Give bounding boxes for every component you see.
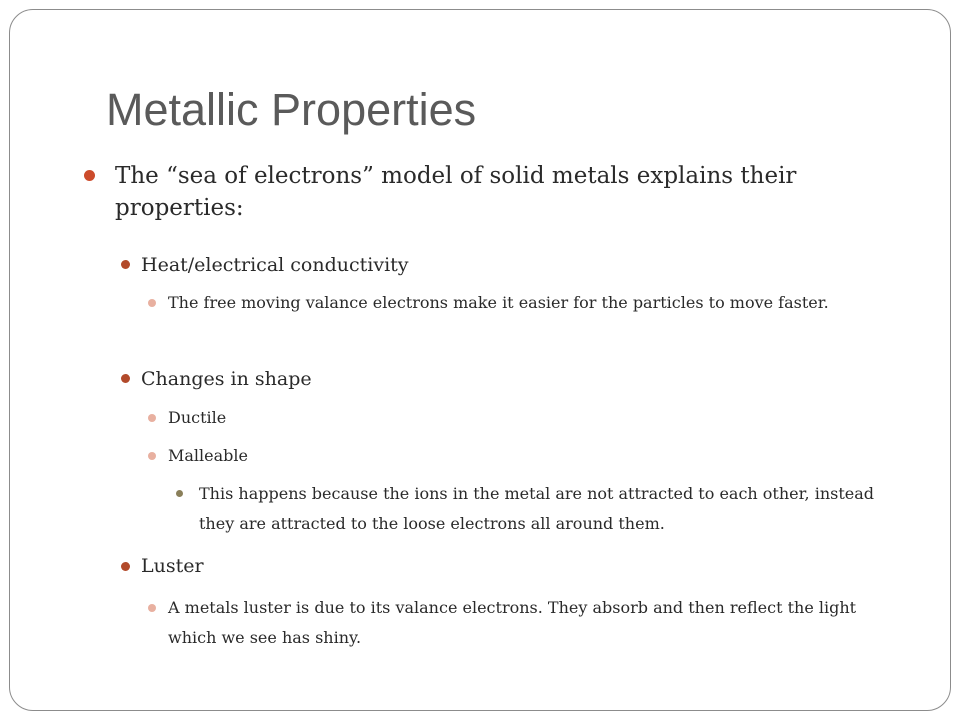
bullet-dot bbox=[84, 170, 95, 181]
bullet-dot bbox=[148, 299, 156, 307]
bullet-dot bbox=[148, 604, 156, 612]
bullet-text: A metals luster is due to its valance electrons. They absorb and then reflect the light which we see has shiny. bbox=[168, 598, 857, 647]
bullet-text: The “sea of electrons” model of solid metals explains their properties: bbox=[115, 163, 797, 221]
bullet-dot bbox=[148, 452, 156, 460]
bullet-dot bbox=[148, 414, 156, 422]
slide-title: Metallic Properties bbox=[106, 84, 477, 135]
bullet-dot bbox=[121, 562, 130, 571]
bullet-text: The free moving valance electrons make it easier for the particles to move faster. bbox=[168, 293, 829, 312]
bullet-text: Ductile bbox=[168, 408, 227, 427]
bullet-text: Heat/electrical conductivity bbox=[141, 254, 409, 276]
bullet-text: Luster bbox=[141, 555, 204, 577]
bullet-dot bbox=[176, 490, 183, 497]
bullet-text: Malleable bbox=[168, 446, 248, 465]
bullet-text: This happens because the ions in the metal are not attracted to each other, instead they are attracted to the loose electrons all around them. bbox=[199, 484, 875, 533]
bullet-dot bbox=[121, 374, 130, 383]
bullet-dot bbox=[121, 260, 130, 269]
bullet-text: Changes in shape bbox=[141, 368, 312, 390]
